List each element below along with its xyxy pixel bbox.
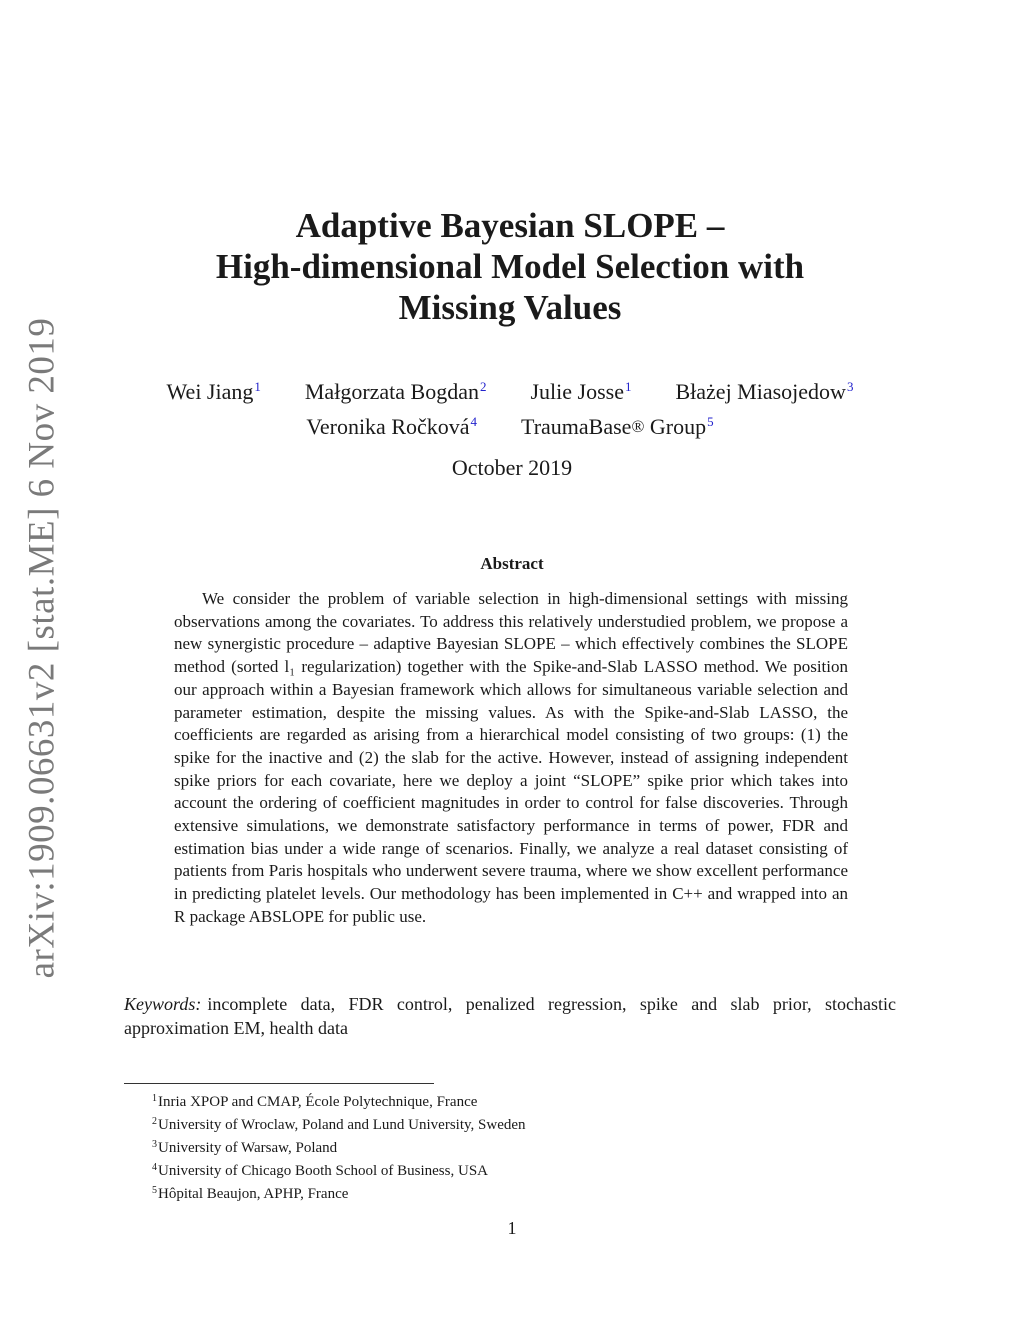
- footnote: $^1$Inria XPOP and CMAP, École Polytechnique, France: [152, 1093, 478, 1110]
- registered-mark: ®: [631, 417, 645, 436]
- abstract-heading: Abstract: [480, 554, 544, 573]
- author-list: [100, 372, 920, 442]
- keywords: [124, 992, 896, 1040]
- footnote: $^5$Hôpital Beaujon, APHP, France: [152, 1185, 349, 1202]
- author-row-1: [100, 372, 920, 407]
- keywords-label: Keywords:: [124, 994, 202, 1014]
- footnote-divider: [124, 1083, 434, 1084]
- author: TraumaBase® Group$^5$: [521, 414, 714, 439]
- author-row-2: [100, 407, 920, 442]
- footnote: $^2$University of Wroclaw, Poland and Lund University, Sweden: [152, 1116, 526, 1133]
- title-line-1: Adaptive Bayesian SLOPE –: [295, 206, 725, 245]
- affiliation-marker[interactable]: 3: [846, 379, 854, 394]
- paper-title: [120, 205, 900, 328]
- author: Veronika Ročková$^4$: [306, 414, 478, 439]
- title-line-3: Missing Values: [398, 288, 622, 327]
- author: Błażej Miasojedow$^3$: [675, 379, 854, 404]
- author: Małgorzata Bogdan$^2$: [304, 379, 487, 404]
- page-number: 1: [507, 1218, 517, 1238]
- footnote: $^3$University of Warsaw, Poland: [152, 1139, 338, 1156]
- arxiv-identifier[interactable]: arXiv:1909.06631v2 [stat.ME] 6 Nov 2019: [21, 317, 63, 979]
- affiliation-marker[interactable]: 2: [479, 379, 487, 394]
- publication-date: October 2019: [451, 455, 573, 480]
- affiliation-marker[interactable]: 1: [254, 379, 261, 394]
- footnote: $^4$University of Chicago Booth School of Business, USA: [152, 1162, 488, 1179]
- author: Wei Jiang$^1$: [166, 379, 261, 404]
- keywords-text: incomplete data, FDR control, penalized regression, spike and slab prior, stochastic approximation EM, health data: [124, 994, 896, 1038]
- abstract-body: We consider the problem of variable selection in high-dimensional settings with missing observations among the covariates. To address this relatively understudied problem, we propose a new synergistic procedure – adaptive Bayesian SLOPE – which effectively combines the SLOPE method (sorted l₁ regularization) together with the Spike-and-Slab LASSO method. We position our approach within a Bayesian framework which allows for simultaneous variable selection and parameter estimation, despite the missing values. As with the Spike-and-Slab LASSO, the coefficients are regarded as arising from a hierarchical model consisting of two groups: (1) the spike for the inactive and (2) the slab for the active. However, instead of assigning independent spike priors for each covariate, here we deploy a joint “SLOPE” spike prior which takes into account the ordering of coefficient magnitudes in order to control for false discoveries. Through extensive simulations, we demonstrate satisfactory performance in terms of power, FDR and estimation bias under a wide range of scenarios. Finally, we analyze a real dataset consisting of patients from Paris hospitals who underwent severe trauma, where we show excellent performance in predicting platelet levels. Our methodology has been implemented in C++ and wrapped into an R package ABSLOPE for public use.: [174, 589, 848, 926]
- affiliation-marker[interactable]: 5: [707, 414, 714, 429]
- footnotes: [152, 1089, 526, 1204]
- author: Julie Josse$^1$: [530, 379, 632, 404]
- affiliation-marker[interactable]: 1: [624, 379, 632, 394]
- title-line-2: High-dimensional Model Selection with: [215, 247, 805, 286]
- affiliation-marker[interactable]: 4: [470, 414, 478, 429]
